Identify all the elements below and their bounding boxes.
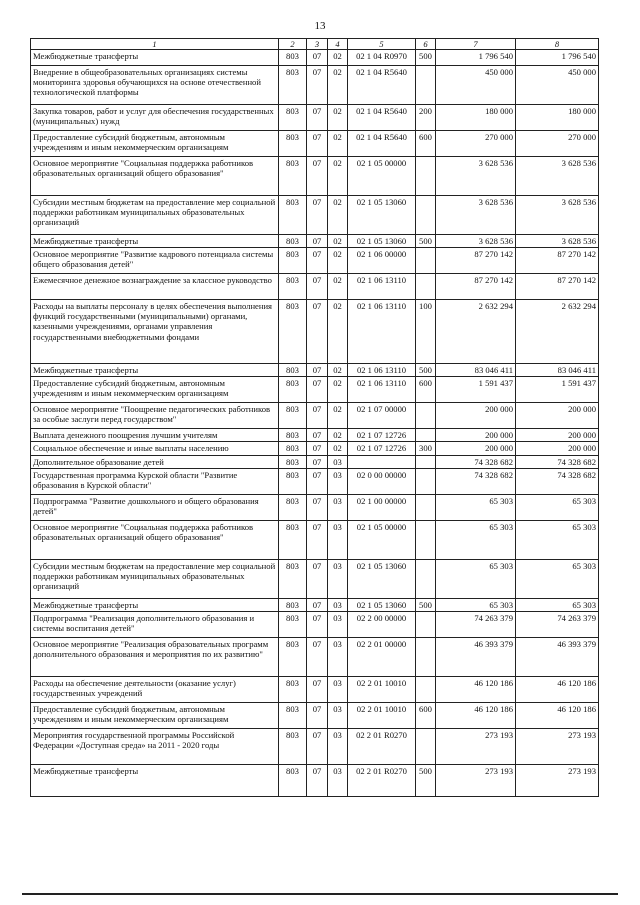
budget-table [30, 38, 599, 797]
row-csr: 02 2 01 10010 [348, 676, 416, 702]
row-sum-2: 180 000 [516, 105, 599, 131]
row-csr: 02 1 04 R0970 [348, 50, 416, 66]
row-name: Расходы на обеспечение деятельности (оказание услуг) государственных учреждений [31, 676, 279, 702]
row-csr: 02 1 06 13110 [348, 364, 416, 377]
table-row [31, 611, 599, 637]
row-sum-2: 74 328 682 [516, 468, 599, 494]
row-sum-1: 200 000 [436, 403, 516, 429]
row-rz: 07 [307, 300, 328, 364]
row-sum-1: 3 628 536 [436, 196, 516, 235]
row-sum-1: 74 263 379 [436, 611, 516, 637]
row-vr [416, 559, 436, 598]
row-sum-2: 273 193 [516, 764, 599, 796]
row-sum-2: 65 303 [516, 598, 599, 611]
table-row [31, 377, 599, 403]
row-csr: 02 1 07 12726 [348, 442, 416, 455]
row-sum-2: 273 193 [516, 728, 599, 764]
row-vr [416, 676, 436, 702]
row-csr: 02 1 00 00000 [348, 494, 416, 520]
row-vr: 500 [416, 598, 436, 611]
row-pr: 02 [328, 66, 348, 105]
table-row [31, 300, 599, 364]
row-sum-1: 87 270 142 [436, 274, 516, 300]
row-sum-2: 87 270 142 [516, 274, 599, 300]
header-col-6: 6 [416, 39, 436, 50]
row-sum-2: 83 046 411 [516, 364, 599, 377]
row-sum-1: 87 270 142 [436, 248, 516, 274]
row-gr: 803 [279, 131, 307, 157]
row-vr [416, 468, 436, 494]
row-sum-1: 65 303 [436, 598, 516, 611]
row-vr: 500 [416, 764, 436, 796]
row-vr: 500 [416, 364, 436, 377]
row-gr: 803 [279, 50, 307, 66]
row-sum-1: 270 000 [436, 131, 516, 157]
row-sum-1: 46 393 379 [436, 637, 516, 676]
row-gr: 803 [279, 157, 307, 196]
row-vr [416, 157, 436, 196]
row-csr: 02 1 07 00000 [348, 403, 416, 429]
row-vr: 500 [416, 235, 436, 248]
row-rz: 07 [307, 377, 328, 403]
row-pr: 02 [328, 429, 348, 442]
row-gr: 803 [279, 300, 307, 364]
row-sum-2: 1 591 437 [516, 377, 599, 403]
row-rz: 07 [307, 468, 328, 494]
row-gr: 803 [279, 676, 307, 702]
row-sum-2: 46 120 186 [516, 702, 599, 728]
row-sum-2: 65 303 [516, 559, 599, 598]
row-pr: 03 [328, 676, 348, 702]
row-gr: 803 [279, 429, 307, 442]
row-rz: 07 [307, 131, 328, 157]
table-row [31, 676, 599, 702]
table-row [31, 105, 599, 131]
row-rz: 07 [307, 702, 328, 728]
row-pr: 03 [328, 702, 348, 728]
row-rz: 07 [307, 274, 328, 300]
row-gr: 803 [279, 598, 307, 611]
row-sum-2: 1 796 540 [516, 50, 599, 66]
row-sum-2: 46 120 186 [516, 676, 599, 702]
row-rz: 07 [307, 598, 328, 611]
row-sum-2: 200 000 [516, 429, 599, 442]
row-gr: 803 [279, 559, 307, 598]
row-rz: 07 [307, 364, 328, 377]
row-gr: 803 [279, 377, 307, 403]
table-row [31, 702, 599, 728]
row-name: Социальное обеспечение и иные выплаты населению [31, 442, 279, 455]
row-name: Предоставление субсидий бюджетным, автономным учреждениям и иным некоммерческим организациям [31, 377, 279, 403]
table-row [31, 364, 599, 377]
row-pr: 02 [328, 196, 348, 235]
row-name: Предоставление субсидий бюджетным, автономным учреждениям и иным некоммерческим организациям [31, 131, 279, 157]
row-name: Расходы на выплаты персоналу в целях обеспечения выполнения функций государственными (муниципальными) органами, казенными учреждениями, органами управления государственными внебюджетными фондами [31, 300, 279, 364]
row-sum-1: 273 193 [436, 728, 516, 764]
row-name: Выплата денежного поощрения лучшим учителям [31, 429, 279, 442]
row-name: Дополнительное образование детей [31, 455, 279, 468]
row-vr: 300 [416, 442, 436, 455]
row-csr: 02 1 05 13060 [348, 196, 416, 235]
row-vr: 600 [416, 131, 436, 157]
row-sum-2: 450 000 [516, 66, 599, 105]
row-sum-2: 74 328 682 [516, 455, 599, 468]
row-vr: 600 [416, 702, 436, 728]
row-gr: 803 [279, 364, 307, 377]
row-pr: 03 [328, 468, 348, 494]
table-row [31, 429, 599, 442]
row-gr: 803 [279, 520, 307, 559]
row-sum-1: 65 303 [436, 559, 516, 598]
header-col-3: 3 [307, 39, 328, 50]
table-row [31, 66, 599, 105]
row-csr: 02 2 01 R0270 [348, 728, 416, 764]
row-name: Основное мероприятие "Развитие кадрового потенциала системы общего образования детей" [31, 248, 279, 274]
row-csr: 02 1 05 13060 [348, 235, 416, 248]
row-sum-2: 74 263 379 [516, 611, 599, 637]
row-vr [416, 637, 436, 676]
row-csr: 02 1 06 00000 [348, 248, 416, 274]
row-pr: 02 [328, 248, 348, 274]
row-vr [416, 520, 436, 559]
row-name: Межбюджетные трансферты [31, 235, 279, 248]
row-sum-1: 180 000 [436, 105, 516, 131]
row-vr [416, 66, 436, 105]
row-csr: 02 1 04 R5640 [348, 66, 416, 105]
header-col-2: 2 [279, 39, 307, 50]
row-sum-1: 65 303 [436, 494, 516, 520]
row-rz: 07 [307, 559, 328, 598]
row-name: Подпрограмма "Развитие дошкольного и общего образования детей" [31, 494, 279, 520]
row-csr: 02 1 07 12726 [348, 429, 416, 442]
row-pr: 03 [328, 520, 348, 559]
row-rz: 07 [307, 235, 328, 248]
row-rz: 07 [307, 429, 328, 442]
table-row [31, 248, 599, 274]
row-gr: 803 [279, 637, 307, 676]
row-name: Межбюджетные трансферты [31, 364, 279, 377]
row-name: Внедрение в общеобразовательных организациях системы мониторинга здоровья обучающихся на основе отечественной технологической платформы [31, 66, 279, 105]
row-sum-2: 200 000 [516, 403, 599, 429]
row-csr: 02 1 05 13060 [348, 598, 416, 611]
row-rz: 07 [307, 637, 328, 676]
row-sum-2: 2 632 294 [516, 300, 599, 364]
row-csr: 02 1 06 13110 [348, 377, 416, 403]
row-rz: 07 [307, 728, 328, 764]
header-col-1: 1 [31, 39, 279, 50]
row-name: Мероприятия государственной программы Российской Федерации «Доступная среда» на 2011 - 2020 годы [31, 728, 279, 764]
row-sum-2: 3 628 536 [516, 235, 599, 248]
table-row [31, 637, 599, 676]
row-rz: 07 [307, 248, 328, 274]
row-name: Основное мероприятие "Социальная поддержка работников образовательных организаций общего образования" [31, 520, 279, 559]
table-row [31, 442, 599, 455]
row-pr: 02 [328, 442, 348, 455]
row-name: Межбюджетные трансферты [31, 50, 279, 66]
row-vr: 600 [416, 377, 436, 403]
row-pr: 02 [328, 157, 348, 196]
row-vr [416, 429, 436, 442]
table-row [31, 403, 599, 429]
row-rz: 07 [307, 676, 328, 702]
row-rz: 07 [307, 403, 328, 429]
row-pr: 03 [328, 637, 348, 676]
row-csr: 02 1 06 13110 [348, 300, 416, 364]
row-csr: 02 1 05 00000 [348, 520, 416, 559]
row-gr: 803 [279, 494, 307, 520]
row-gr: 803 [279, 728, 307, 764]
row-sum-2: 87 270 142 [516, 248, 599, 274]
row-rz: 07 [307, 494, 328, 520]
row-gr: 803 [279, 403, 307, 429]
row-vr: 100 [416, 300, 436, 364]
row-csr [348, 455, 416, 468]
row-csr: 02 2 00 00000 [348, 611, 416, 637]
row-pr: 03 [328, 494, 348, 520]
table-row [31, 598, 599, 611]
table-row [31, 764, 599, 796]
row-rz: 07 [307, 455, 328, 468]
row-name: Государственная программа Курской области "Развитие образования в Курской области" [31, 468, 279, 494]
row-vr [416, 455, 436, 468]
row-pr: 02 [328, 377, 348, 403]
row-sum-1: 273 193 [436, 764, 516, 796]
row-rz: 07 [307, 157, 328, 196]
row-gr: 803 [279, 611, 307, 637]
row-name: Предоставление субсидий бюджетным, автономным учреждениям и иным некоммерческим организациям [31, 702, 279, 728]
row-name: Основное мероприятие "Поощрение педагогических работников за особые заслуги перед государством" [31, 403, 279, 429]
row-vr: 200 [416, 105, 436, 131]
row-sum-2: 65 303 [516, 494, 599, 520]
table-header-row [31, 39, 599, 50]
row-gr: 803 [279, 468, 307, 494]
header-col-4: 4 [328, 39, 348, 50]
row-sum-1: 46 120 186 [436, 676, 516, 702]
row-gr: 803 [279, 66, 307, 105]
row-vr [416, 611, 436, 637]
row-pr: 03 [328, 559, 348, 598]
row-pr: 02 [328, 105, 348, 131]
table-row [31, 559, 599, 598]
table-row [31, 520, 599, 559]
row-sum-1: 1 796 540 [436, 50, 516, 66]
row-pr: 02 [328, 403, 348, 429]
row-pr: 02 [328, 131, 348, 157]
row-sum-1: 74 328 682 [436, 455, 516, 468]
row-pr: 02 [328, 235, 348, 248]
row-sum-1: 83 046 411 [436, 364, 516, 377]
row-vr [416, 196, 436, 235]
row-gr: 803 [279, 442, 307, 455]
row-sum-1: 46 120 186 [436, 702, 516, 728]
row-csr: 02 2 01 10010 [348, 702, 416, 728]
row-rz: 07 [307, 764, 328, 796]
row-rz: 07 [307, 50, 328, 66]
row-gr: 803 [279, 764, 307, 796]
row-pr: 03 [328, 611, 348, 637]
row-name: Подпрограмма "Реализация дополнительного образования и системы воспитания детей" [31, 611, 279, 637]
row-name: Ежемесячное денежное вознаграждение за классное руководство [31, 274, 279, 300]
row-sum-1: 450 000 [436, 66, 516, 105]
row-csr: 02 1 06 13110 [348, 274, 416, 300]
row-name: Основное мероприятие "Социальная поддержка работников образовательных организаций общего образования" [31, 157, 279, 196]
row-csr: 02 2 01 00000 [348, 637, 416, 676]
row-sum-1: 1 591 437 [436, 377, 516, 403]
row-rz: 07 [307, 196, 328, 235]
row-sum-2: 3 628 536 [516, 157, 599, 196]
row-vr [416, 274, 436, 300]
row-rz: 07 [307, 520, 328, 559]
row-name: Основное мероприятие "Реализация образовательных программ дополнительного образования и мероприятия по их развитию" [31, 637, 279, 676]
row-gr: 803 [279, 274, 307, 300]
table-row [31, 455, 599, 468]
row-sum-1: 200 000 [436, 442, 516, 455]
row-pr: 02 [328, 364, 348, 377]
row-vr [416, 728, 436, 764]
row-sum-1: 2 632 294 [436, 300, 516, 364]
row-sum-1: 74 328 682 [436, 468, 516, 494]
row-rz: 07 [307, 442, 328, 455]
row-pr: 03 [328, 728, 348, 764]
row-pr: 02 [328, 274, 348, 300]
row-name: Субсидии местным бюджетам на предоставление мер социальной поддержки работникам муниципальных образовательных организаций [31, 559, 279, 598]
row-name: Межбюджетные трансферты [31, 598, 279, 611]
bottom-rule [22, 893, 618, 895]
table-row [31, 468, 599, 494]
row-rz: 07 [307, 66, 328, 105]
row-sum-1: 65 303 [436, 520, 516, 559]
row-vr [416, 494, 436, 520]
row-gr: 803 [279, 196, 307, 235]
header-col-5: 5 [348, 39, 416, 50]
row-gr: 803 [279, 702, 307, 728]
row-csr: 02 1 04 R5640 [348, 131, 416, 157]
row-csr: 02 1 05 13060 [348, 559, 416, 598]
header-col-7: 7 [436, 39, 516, 50]
row-gr: 803 [279, 455, 307, 468]
row-csr: 02 1 04 R5640 [348, 105, 416, 131]
row-name: Межбюджетные трансферты [31, 764, 279, 796]
page-number: 13 [314, 20, 326, 32]
row-pr: 02 [328, 50, 348, 66]
table-row [31, 131, 599, 157]
row-vr [416, 403, 436, 429]
row-pr: 03 [328, 455, 348, 468]
row-vr [416, 248, 436, 274]
row-csr: 02 2 01 R0270 [348, 764, 416, 796]
table-row [31, 494, 599, 520]
row-sum-1: 3 628 536 [436, 157, 516, 196]
table-row [31, 50, 599, 66]
row-csr: 02 0 00 00000 [348, 468, 416, 494]
row-pr: 02 [328, 300, 348, 364]
row-gr: 803 [279, 235, 307, 248]
row-gr: 803 [279, 105, 307, 131]
row-csr: 02 1 05 00000 [348, 157, 416, 196]
header-col-8: 8 [516, 39, 599, 50]
row-sum-1: 200 000 [436, 429, 516, 442]
row-sum-2: 65 303 [516, 520, 599, 559]
row-pr: 03 [328, 598, 348, 611]
row-pr: 03 [328, 764, 348, 796]
row-sum-2: 3 628 536 [516, 196, 599, 235]
row-rz: 07 [307, 105, 328, 131]
row-name: Закупка товаров, работ и услуг для обеспечения государственных (муниципальных) нужд [31, 105, 279, 131]
table-row [31, 274, 599, 300]
row-sum-1: 3 628 536 [436, 235, 516, 248]
row-gr: 803 [279, 248, 307, 274]
row-sum-2: 270 000 [516, 131, 599, 157]
row-sum-2: 46 393 379 [516, 637, 599, 676]
table-row [31, 235, 599, 248]
table-row [31, 728, 599, 764]
table-row [31, 196, 599, 235]
row-name: Субсидии местным бюджетам на предоставление мер социальной поддержки работникам муниципальных образовательных организаций [31, 196, 279, 235]
row-rz: 07 [307, 611, 328, 637]
row-vr: 500 [416, 50, 436, 66]
table-row [31, 157, 599, 196]
row-sum-2: 200 000 [516, 442, 599, 455]
